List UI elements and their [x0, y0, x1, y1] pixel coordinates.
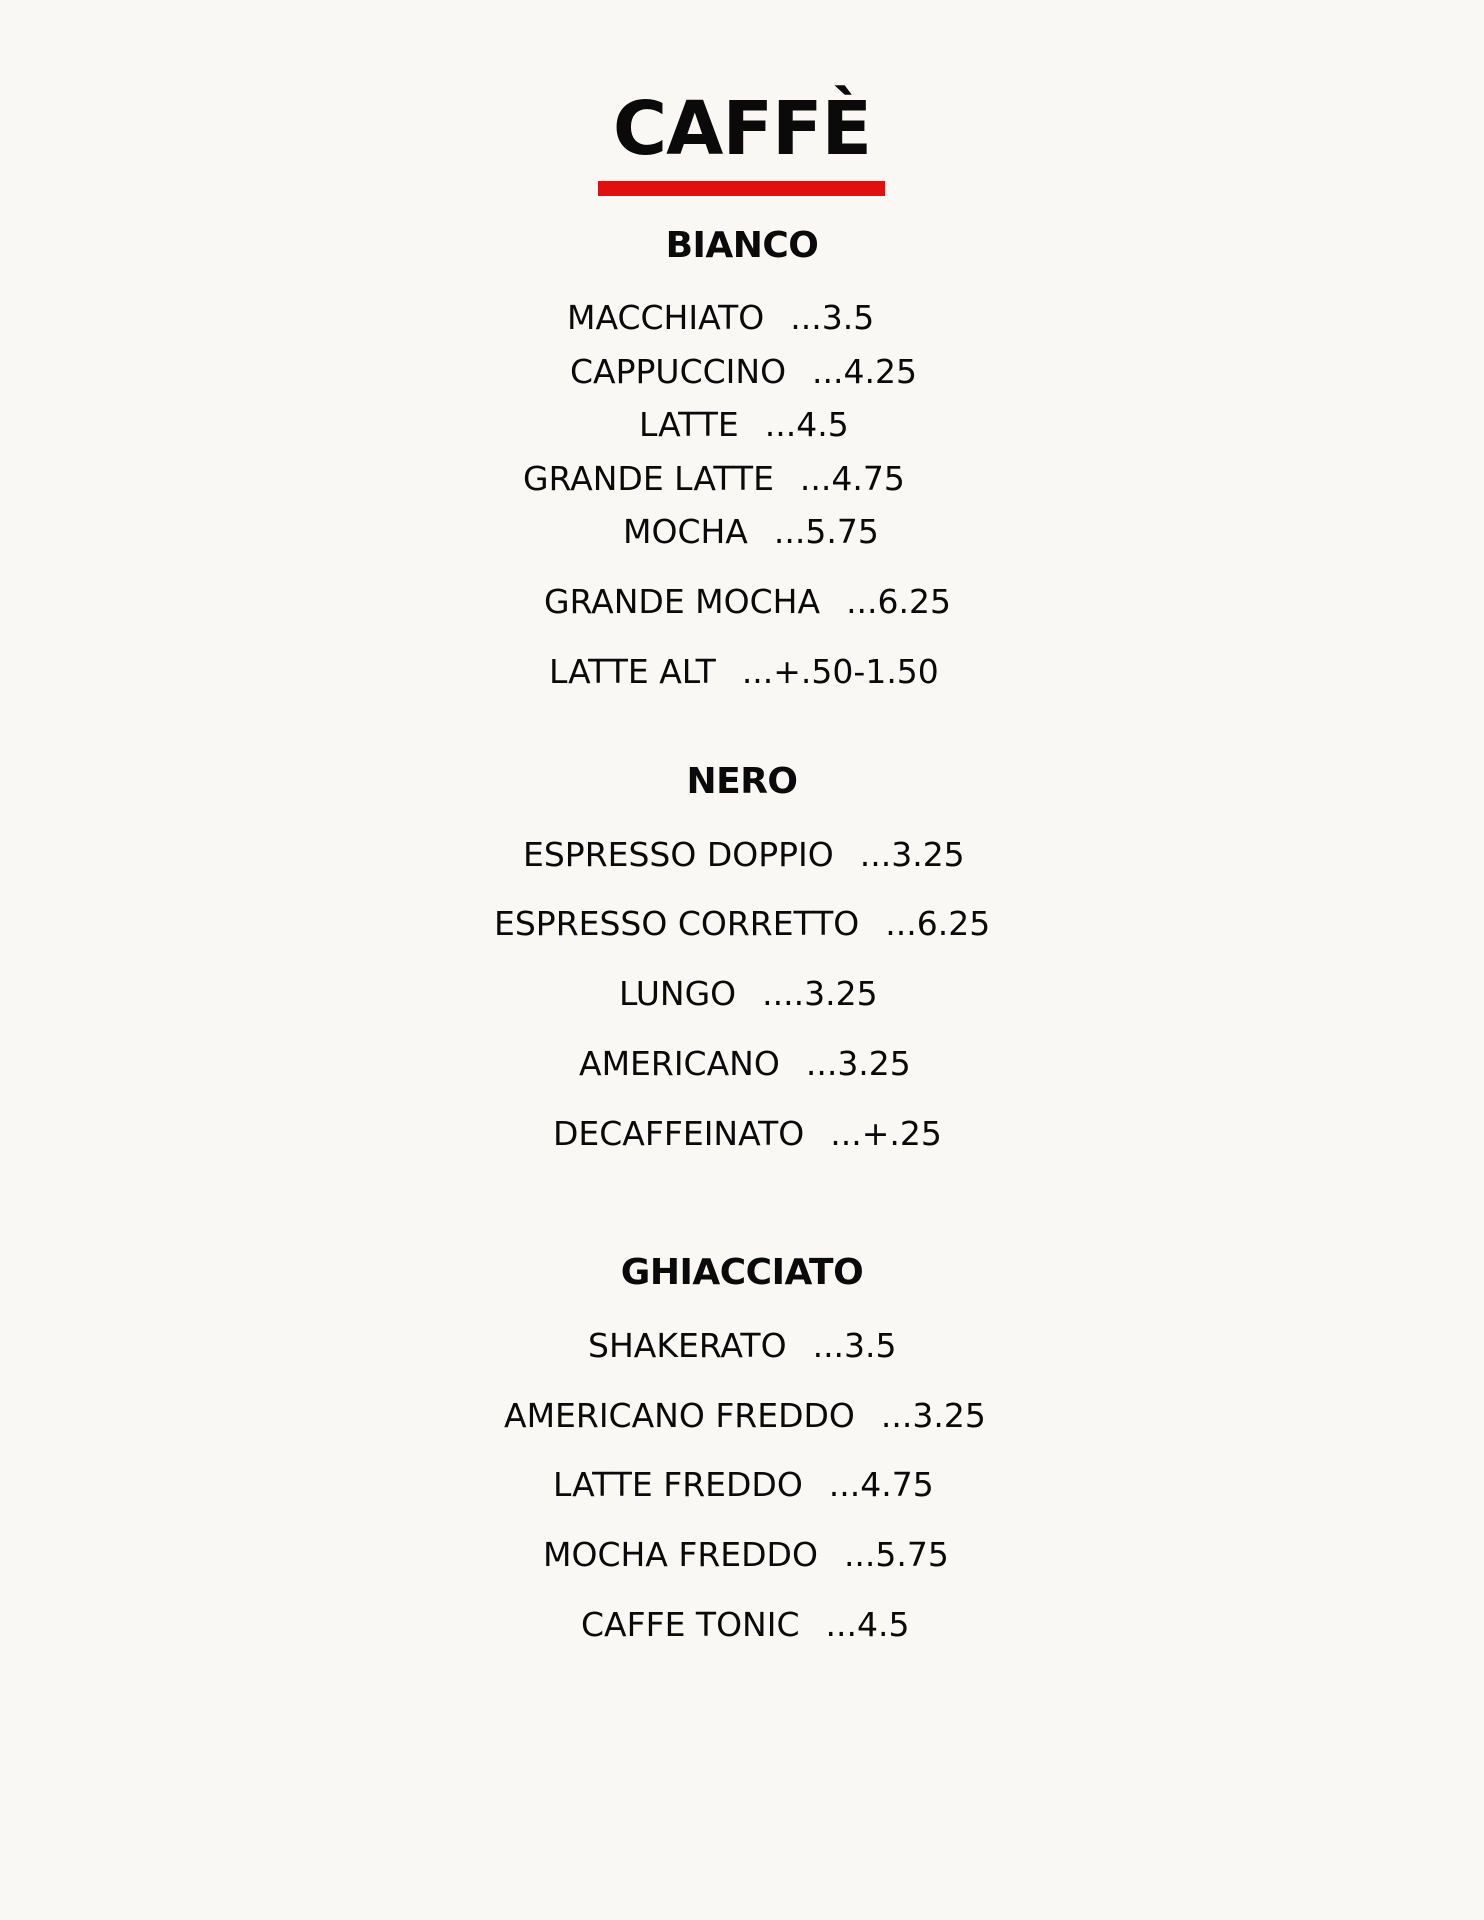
item-name: SHAKERATO — [588, 1326, 787, 1365]
item-name: MACCHIATO — [567, 298, 765, 337]
item-price: ...4.75 — [799, 459, 905, 498]
item-name: GRANDE LATTE — [523, 459, 774, 498]
item-price: ...6.25 — [885, 904, 991, 943]
menu-item — [581, 1605, 909, 1645]
item-name: LATTE — [639, 405, 739, 444]
menu-item — [504, 1396, 986, 1436]
item-price: ...4.75 — [828, 1465, 934, 1504]
menu-item — [570, 352, 917, 392]
section-heading-bianco: BIANCO — [665, 225, 819, 266]
item-price: ...4.25 — [812, 352, 917, 391]
item-price: ...3.5 — [790, 298, 875, 337]
item-price: ....3.25 — [762, 974, 878, 1013]
menu-item — [553, 1114, 942, 1154]
menu-item — [579, 1044, 911, 1084]
menu-item — [623, 512, 879, 552]
item-price: ...4.5 — [825, 1605, 910, 1644]
section-heading-ghiacciato: GHIACCIATO — [620, 1252, 864, 1293]
item-name: MOCHA — [623, 512, 748, 551]
item-price: ...3.25 — [880, 1396, 986, 1435]
item-name: LATTE ALT — [549, 652, 716, 691]
section-heading-nero: NERO — [686, 761, 798, 802]
item-price: ...3.25 — [805, 1044, 911, 1083]
menu-item — [549, 652, 939, 692]
item-price: ...5.75 — [843, 1535, 949, 1574]
menu-item — [523, 459, 905, 499]
item-price: ...5.75 — [773, 512, 879, 551]
item-name: ESPRESSO CORRETTO — [494, 904, 860, 943]
item-name: ESPRESSO DOPPIO — [523, 835, 834, 874]
item-name: MOCHA FREDDO — [543, 1535, 818, 1574]
item-name: LATTE FREDDO — [553, 1465, 803, 1504]
menu-item — [567, 298, 874, 338]
item-price: ...3.5 — [812, 1326, 897, 1365]
item-price: ...4.5 — [764, 405, 849, 444]
item-name: LUNGO — [619, 974, 737, 1013]
item-price: ...+.50-1.50 — [741, 652, 939, 691]
item-price: ...6.25 — [846, 582, 952, 621]
item-name: GRANDE MOCHA — [544, 582, 821, 621]
item-name: CAPPUCCINO — [570, 352, 787, 391]
menu-item — [544, 582, 951, 622]
item-name: DECAFFEINATO — [553, 1114, 805, 1153]
title-underline — [598, 181, 885, 196]
menu-item — [543, 1535, 949, 1575]
item-name: CAFFE TONIC — [581, 1605, 800, 1644]
menu-item — [619, 974, 878, 1014]
menu-item — [494, 904, 990, 944]
menu-item — [588, 1326, 897, 1366]
item-price: ...+.25 — [830, 1114, 942, 1153]
item-price: ...3.25 — [859, 835, 965, 874]
menu-title: CAFFÈ — [612, 86, 872, 172]
item-name: AMERICANO FREDDO — [504, 1396, 855, 1435]
menu-item — [523, 835, 965, 875]
menu-item — [639, 405, 849, 445]
menu-item — [553, 1465, 934, 1505]
item-name: AMERICANO — [579, 1044, 780, 1083]
